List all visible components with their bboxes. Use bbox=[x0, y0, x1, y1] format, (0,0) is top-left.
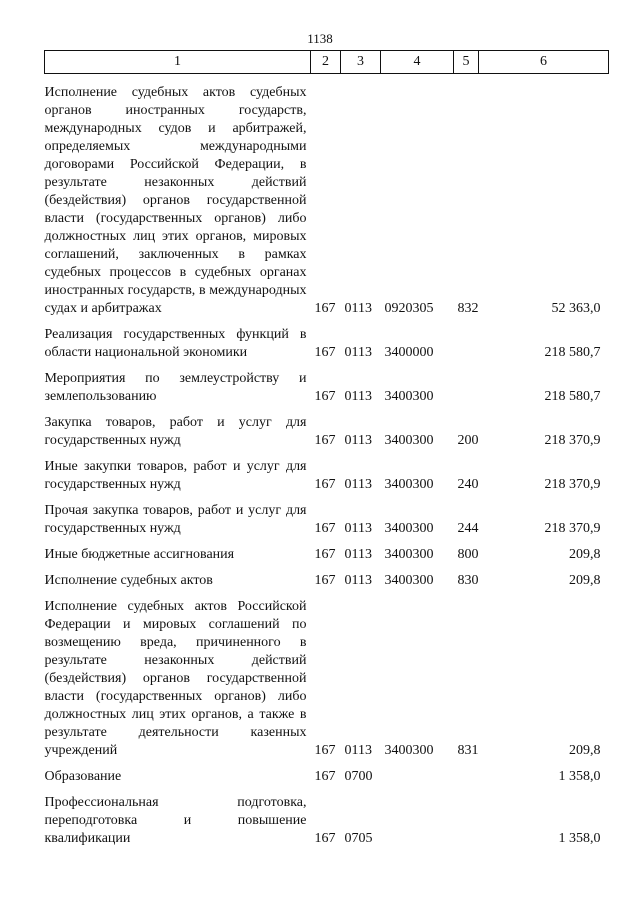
row-amount: 218 370,9 bbox=[544, 477, 601, 492]
row-expense-type: 830 bbox=[457, 573, 479, 588]
row-amount: 209,8 bbox=[569, 547, 601, 562]
row-section-code: 0113 bbox=[344, 573, 372, 588]
row-description: Иные закупки товаров, работ и услуг для государственных нужд bbox=[44, 459, 307, 492]
row-ministry-code: 167 bbox=[314, 345, 336, 360]
header-row bbox=[45, 51, 609, 74]
row-description: Реализация государственных функций в области национальной экономики bbox=[44, 327, 307, 360]
header-col-5: 5 bbox=[454, 51, 479, 74]
table-row bbox=[45, 450, 609, 494]
row-ministry-code: 167 bbox=[314, 573, 336, 588]
row-amount: 218 370,9 bbox=[544, 521, 601, 536]
row-target-code: 3400300 bbox=[384, 389, 434, 404]
row-section-code: 0113 bbox=[344, 477, 372, 492]
row-amount: 218 370,9 bbox=[544, 433, 601, 448]
budget-table bbox=[44, 50, 609, 848]
table-row bbox=[45, 538, 609, 564]
row-expense-type bbox=[454, 362, 479, 406]
row-section-code: 0113 bbox=[344, 743, 372, 758]
row-ministry-code: 167 bbox=[314, 831, 336, 846]
row-expense-type: 831 bbox=[457, 743, 479, 758]
row-target-code: 3400300 bbox=[384, 743, 434, 758]
header-col-1: 1 bbox=[45, 51, 311, 74]
table-row bbox=[45, 74, 609, 319]
row-section-code: 0113 bbox=[344, 547, 372, 562]
row-section-code: 0705 bbox=[344, 831, 373, 846]
row-ministry-code: 167 bbox=[314, 477, 336, 492]
row-expense-type: 800 bbox=[457, 547, 479, 562]
row-target-code: 3400300 bbox=[384, 547, 434, 562]
table-row bbox=[45, 318, 609, 362]
row-expense-type bbox=[454, 760, 479, 786]
row-section-code: 0113 bbox=[344, 433, 372, 448]
row-expense-type: 832 bbox=[457, 301, 479, 316]
row-expense-type: 200 bbox=[457, 433, 479, 448]
row-expense-type bbox=[454, 786, 479, 848]
row-target-code bbox=[381, 786, 454, 848]
row-ministry-code: 167 bbox=[314, 521, 336, 536]
table-row bbox=[45, 362, 609, 406]
header-col-6: 6 bbox=[479, 51, 609, 74]
row-ministry-code: 167 bbox=[314, 769, 336, 784]
row-amount: 218 580,7 bbox=[544, 345, 601, 360]
header-col-4: 4 bbox=[381, 51, 454, 74]
table-row bbox=[45, 406, 609, 450]
row-amount: 209,8 bbox=[569, 573, 601, 588]
row-ministry-code: 167 bbox=[314, 743, 336, 758]
row-target-code: 3400000 bbox=[384, 345, 434, 360]
row-description: Исполнение судебных актов судебных органов иностранных государств, международных судов и арбитражей, определяемых международными договорами Российской Федерации, в результате незаконных действий (бездействия) органов государственной власти (государственных органов) либо должностных лиц этих органов, мировых соглашений, заключенных в рамках судебных процессов в судебных органах иностранных государств, в международных судах и арбитражах bbox=[44, 85, 307, 316]
row-amount: 218 580,7 bbox=[544, 389, 601, 404]
row-description: Образование bbox=[44, 769, 122, 784]
row-amount: 52 363,0 bbox=[551, 301, 601, 316]
row-description: Иные бюджетные ассигнования bbox=[44, 547, 235, 562]
row-target-code bbox=[381, 760, 454, 786]
row-expense-type bbox=[454, 318, 479, 362]
row-section-code: 0700 bbox=[344, 769, 373, 784]
row-description: Прочая закупка товаров, работ и услуг для государственных нужд bbox=[44, 503, 307, 536]
table-row bbox=[45, 564, 609, 590]
row-amount: 1 358,0 bbox=[558, 769, 601, 784]
row-ministry-code: 167 bbox=[314, 433, 336, 448]
row-section-code: 0113 bbox=[344, 389, 372, 404]
table-row bbox=[45, 494, 609, 538]
row-section-code: 0113 bbox=[344, 345, 372, 360]
row-expense-type: 244 bbox=[457, 521, 479, 536]
table-row bbox=[45, 786, 609, 848]
header-col-3: 3 bbox=[341, 51, 381, 74]
row-description: Профессиональная подготовка, переподготовка и повышение квалификации bbox=[44, 795, 307, 846]
row-section-code: 0113 bbox=[344, 521, 372, 536]
row-target-code: 3400300 bbox=[384, 477, 434, 492]
row-ministry-code: 167 bbox=[314, 547, 336, 562]
row-amount: 1 358,0 bbox=[558, 831, 601, 846]
row-section-code: 0113 bbox=[344, 301, 372, 316]
row-description: Исполнение судебных актов Российской Федерации и мировых соглашений по возмещению вреда, причиненного в результате незаконных действий (бездействия) органов государственной власти (государственных органов) либо должностных лиц этих органов, а также в результате деятельности казенных учреждений bbox=[44, 599, 307, 758]
header-col-2: 2 bbox=[311, 51, 341, 74]
row-ministry-code: 167 bbox=[314, 301, 336, 316]
row-description: Мероприятия по землеустройству и землепользованию bbox=[44, 371, 307, 404]
page-number: 1138 bbox=[307, 31, 333, 46]
row-expense-type: 240 bbox=[457, 477, 479, 492]
row-target-code: 3400300 bbox=[384, 573, 434, 588]
table-row bbox=[45, 760, 609, 786]
row-target-code: 0920305 bbox=[384, 301, 434, 316]
row-target-code: 3400300 bbox=[384, 521, 434, 536]
row-ministry-code: 167 bbox=[314, 389, 336, 404]
row-amount: 209,8 bbox=[569, 743, 601, 758]
table-row bbox=[45, 590, 609, 760]
row-description: Закупка товаров, работ и услуг для государственных нужд bbox=[44, 415, 307, 448]
row-target-code: 3400300 bbox=[384, 433, 434, 448]
row-description: Исполнение судебных актов bbox=[44, 573, 213, 588]
